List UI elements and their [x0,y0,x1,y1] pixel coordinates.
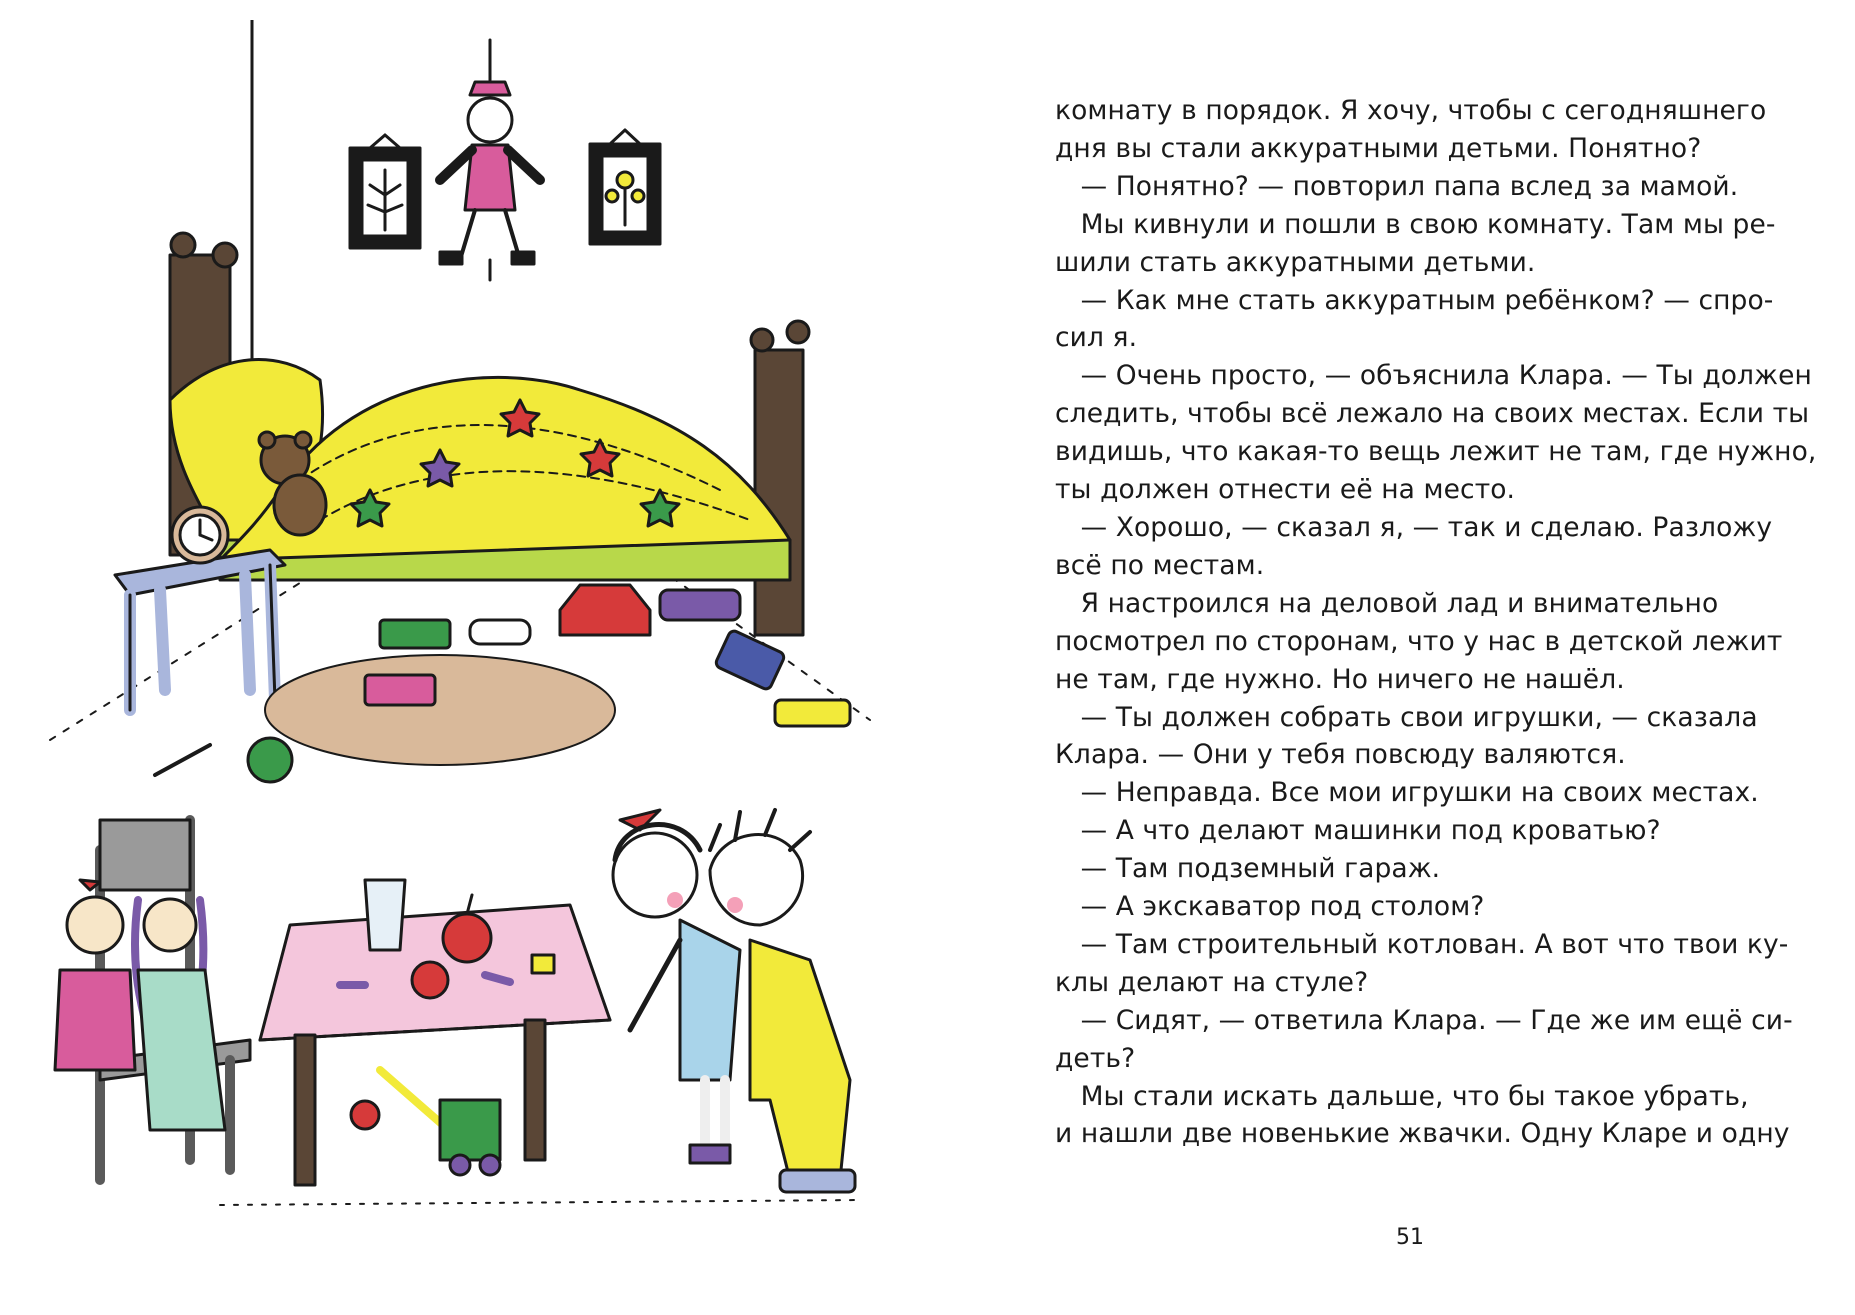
text-line: шили стать аккуратными детьми. [1055,246,1536,278]
text-line: Клара. — Они у тебя повсюду валяются. [1055,739,1626,771]
text-line: комнату в порядок. Я хочу, чтобы с сегодняшнего [1055,95,1767,126]
crane-toy-icon [351,1070,500,1175]
ball-icon [248,738,292,782]
illustration-children-room [20,20,900,1230]
text-line: Я настроился на деловой лад и внимательно [1055,587,1719,619]
framed-picture-right-icon [590,130,660,244]
text-line: сил я. [1055,322,1138,354]
text-line: — Неправда. Все мои игрушки на своих местах. [1055,777,1759,809]
text-line: — Очень просто, — объяснила Клара. — Ты должен [1055,360,1812,392]
text-line: — Там строительный котлован. А вот что твои ку- [1055,928,1789,960]
text-line: — Как мне стать аккуратным ребёнком? — спро- [1055,284,1774,316]
text-line: Мы стали искать дальше, что бы такое убрать, [1055,1080,1749,1112]
text-line: — А что делают машинки под кроватью? [1055,815,1661,847]
text-line: — Там подземный гараж. [1055,853,1441,885]
text-line: не там, где нужно. Но ничего не нашёл. [1055,663,1625,695]
text-line: деть? [1055,1042,1136,1074]
text-line: дня вы стали аккуратными детьми. Понятно? [1055,132,1702,164]
text-line: всё по местам. [1055,549,1265,581]
text-line: видишь, что какая-то вещь лежит не там, где нужно, [1055,436,1817,468]
text-line: — А экскаватор под столом? [1055,891,1485,923]
glass-icon [365,880,405,950]
apple-icon [443,895,491,962]
framed-picture-left-icon [350,135,420,248]
text-line: посмотрел по сторонам, что у нас в детской лежит [1055,625,1783,657]
text-line: ты должен отнести её на место. [1055,474,1516,506]
text-line: — Понятно? — повторил папа вслед за мамой. [1055,170,1739,202]
rug [265,655,615,765]
jumping-jack-icon [440,40,540,280]
page-number: 51 [1396,1225,1424,1250]
text-line: клы делают на стуле? [1055,966,1369,998]
text-line: — Хорошо, — сказал я, — так и сделаю. Разложу [1055,511,1773,543]
text-line: следить, чтобы всё лежало на своих местах. Если ты [1055,398,1810,430]
text-line: и нашли две новенькие жвачки. Одну Кларе и одну [1055,1118,1790,1150]
alarm-clock-icon [172,507,228,563]
chair-with-dolls [55,820,250,1180]
text-column [1055,92,1817,1153]
text-line: — Ты должен собрать свои игрушки, — сказала [1055,701,1758,733]
text-line: Мы кивнули и пошли в свою комнату. Там мы ре- [1055,208,1776,240]
table-with-tablecloth [260,880,610,1185]
text-line: — Сидят, — ответила Клара. — Где же им ещё си- [1055,1004,1793,1036]
